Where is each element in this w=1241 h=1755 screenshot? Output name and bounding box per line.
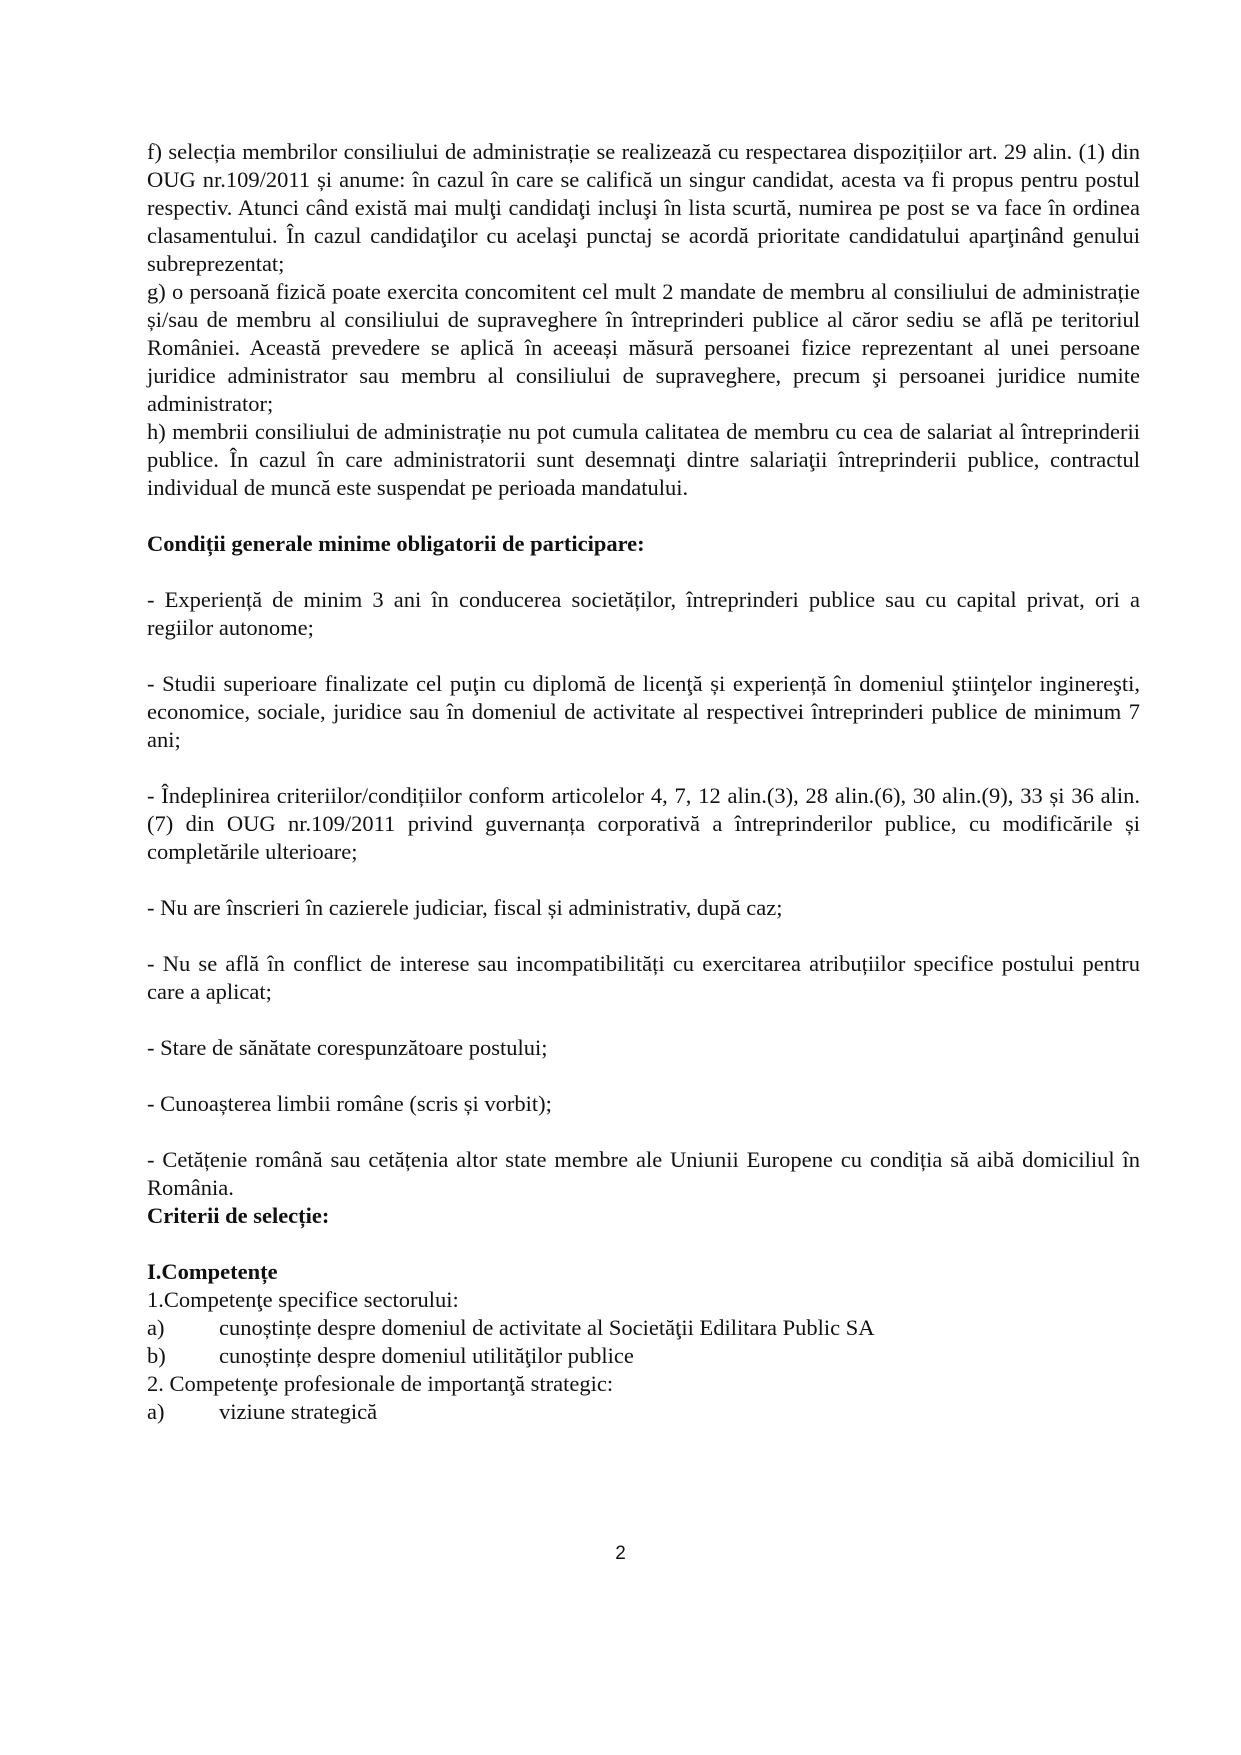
paragraph-h: h) membrii consiliului de administrație nu pot cumula calitatea de membru cu cea de salariat al întreprinderii publice. În cazul în care administratorii sunt desemnaţi dintre salariaţii întreprinderii publice, contractul individual de muncă este suspendat pe perioada mandatului.: [147, 419, 1140, 500]
criteria-heading: Criterii de selecție:: [147, 1203, 330, 1228]
competences-section2-title: 2. Competenţe profesionale de importanţă strategic:: [147, 1371, 614, 1396]
condition-item: - Nu are înscrieri în cazierele judiciar, fiscal și administrativ, după caz;: [147, 895, 783, 920]
competences-heading: I.Competențe: [147, 1259, 278, 1284]
spacer: [147, 502, 1140, 530]
spacer: [147, 922, 1140, 950]
condition-item: - Studii superioare finalizate cel puţin cu diplomă de licenţă și experiență în domeniul ştiinţelor inginereşti, economice, sociale, juridice sau în domeniul de activitate al respectivei întreprinderi publice de minimum 7 ani;: [147, 671, 1140, 752]
list-text: viziune strategică: [219, 1399, 378, 1424]
spacer: [147, 1006, 1140, 1034]
condition-item: - Cetățenie română sau cetățenia altor state membre ale Uniunii Europene cu condiția să aibă domiciliul în România.: [147, 1147, 1140, 1200]
spacer: [147, 1062, 1140, 1090]
paragraph-f: f) selecția membrilor consiliului de administrație se realizează cu respectarea dispozițiilor art. 29 alin. (1) din OUG nr.109/2011 și anume: în cazul în care se califică un singur candidat, acesta va fi propus pentru postul respectiv. Atunci când există mai mulţi candidaţi incluşi în lista scurtă, numirea pe post se va face în ordinea clasamentului. În cazul candidaţilor cu acelaşi punctaj se acordă prioritate candidatului aparţinând genului subreprezentat;: [147, 139, 1140, 276]
list-text: cunoștințe despre domeniul utilităţilor publice: [219, 1343, 634, 1368]
spacer: [147, 866, 1140, 894]
spacer: [147, 1118, 1140, 1146]
condition-item: - Cunoașterea limbii române (scris și vorbit);: [147, 1091, 552, 1116]
spacer: [147, 642, 1140, 670]
list-text: cunoștințe despre domeniul de activitate al Societăţii Edilitara Public SA: [219, 1315, 875, 1340]
list-item: [147, 1314, 1140, 1342]
conditions-heading: Condiții generale minime obligatorii de participare:: [147, 531, 645, 556]
condition-item: - Experiență de minim 3 ani în conducerea societăților, întreprinderi publice sau cu capital privat, ori a regiilor autonome;: [147, 587, 1140, 640]
list-marker: a): [147, 1315, 165, 1340]
list-marker: b): [147, 1343, 166, 1368]
page-number: 2: [615, 1543, 626, 1564]
list-item: [147, 1342, 1140, 1370]
spacer: [147, 558, 1140, 586]
document-page: [147, 138, 1140, 1426]
condition-item: - Stare de sănătate corespunzătoare postului;: [147, 1035, 548, 1060]
spacer: [147, 754, 1140, 782]
competences-section1-title: 1.Competenţe specifice sectorului:: [147, 1287, 459, 1312]
list-marker: a): [147, 1399, 165, 1424]
spacer: [147, 1230, 1140, 1258]
paragraph-g: g) o persoană fizică poate exercita concomitent cel mult 2 mandate de membru al consiliului de administrație și/sau de membru al consiliului de supraveghere în întreprinderi publice al căror sediu se află pe teritoriul României. Această prevedere se aplică în aceeași măsură persoanei fizice reprezentant al unei persoane juridice administrator sau membru al consiliului de supraveghere, precum şi persoanei juridice numite administrator;: [147, 279, 1140, 416]
condition-item: - Nu se află în conflict de interese sau incompatibilități cu exercitarea atribuțiilor specifice postului pentru care a aplicat;: [147, 951, 1140, 1004]
condition-item: - Îndeplinirea criteriilor/condițiilor conform articolelor 4, 7, 12 alin.(3), 28 alin.(6), 30 alin.(9), 33 și 36 alin.(7) din OUG nr.109/2011 privind guvernanța corporativă a întreprinderilor publice, cu modificările și completările ulterioare;: [147, 783, 1140, 864]
list-item: [147, 1398, 1140, 1426]
